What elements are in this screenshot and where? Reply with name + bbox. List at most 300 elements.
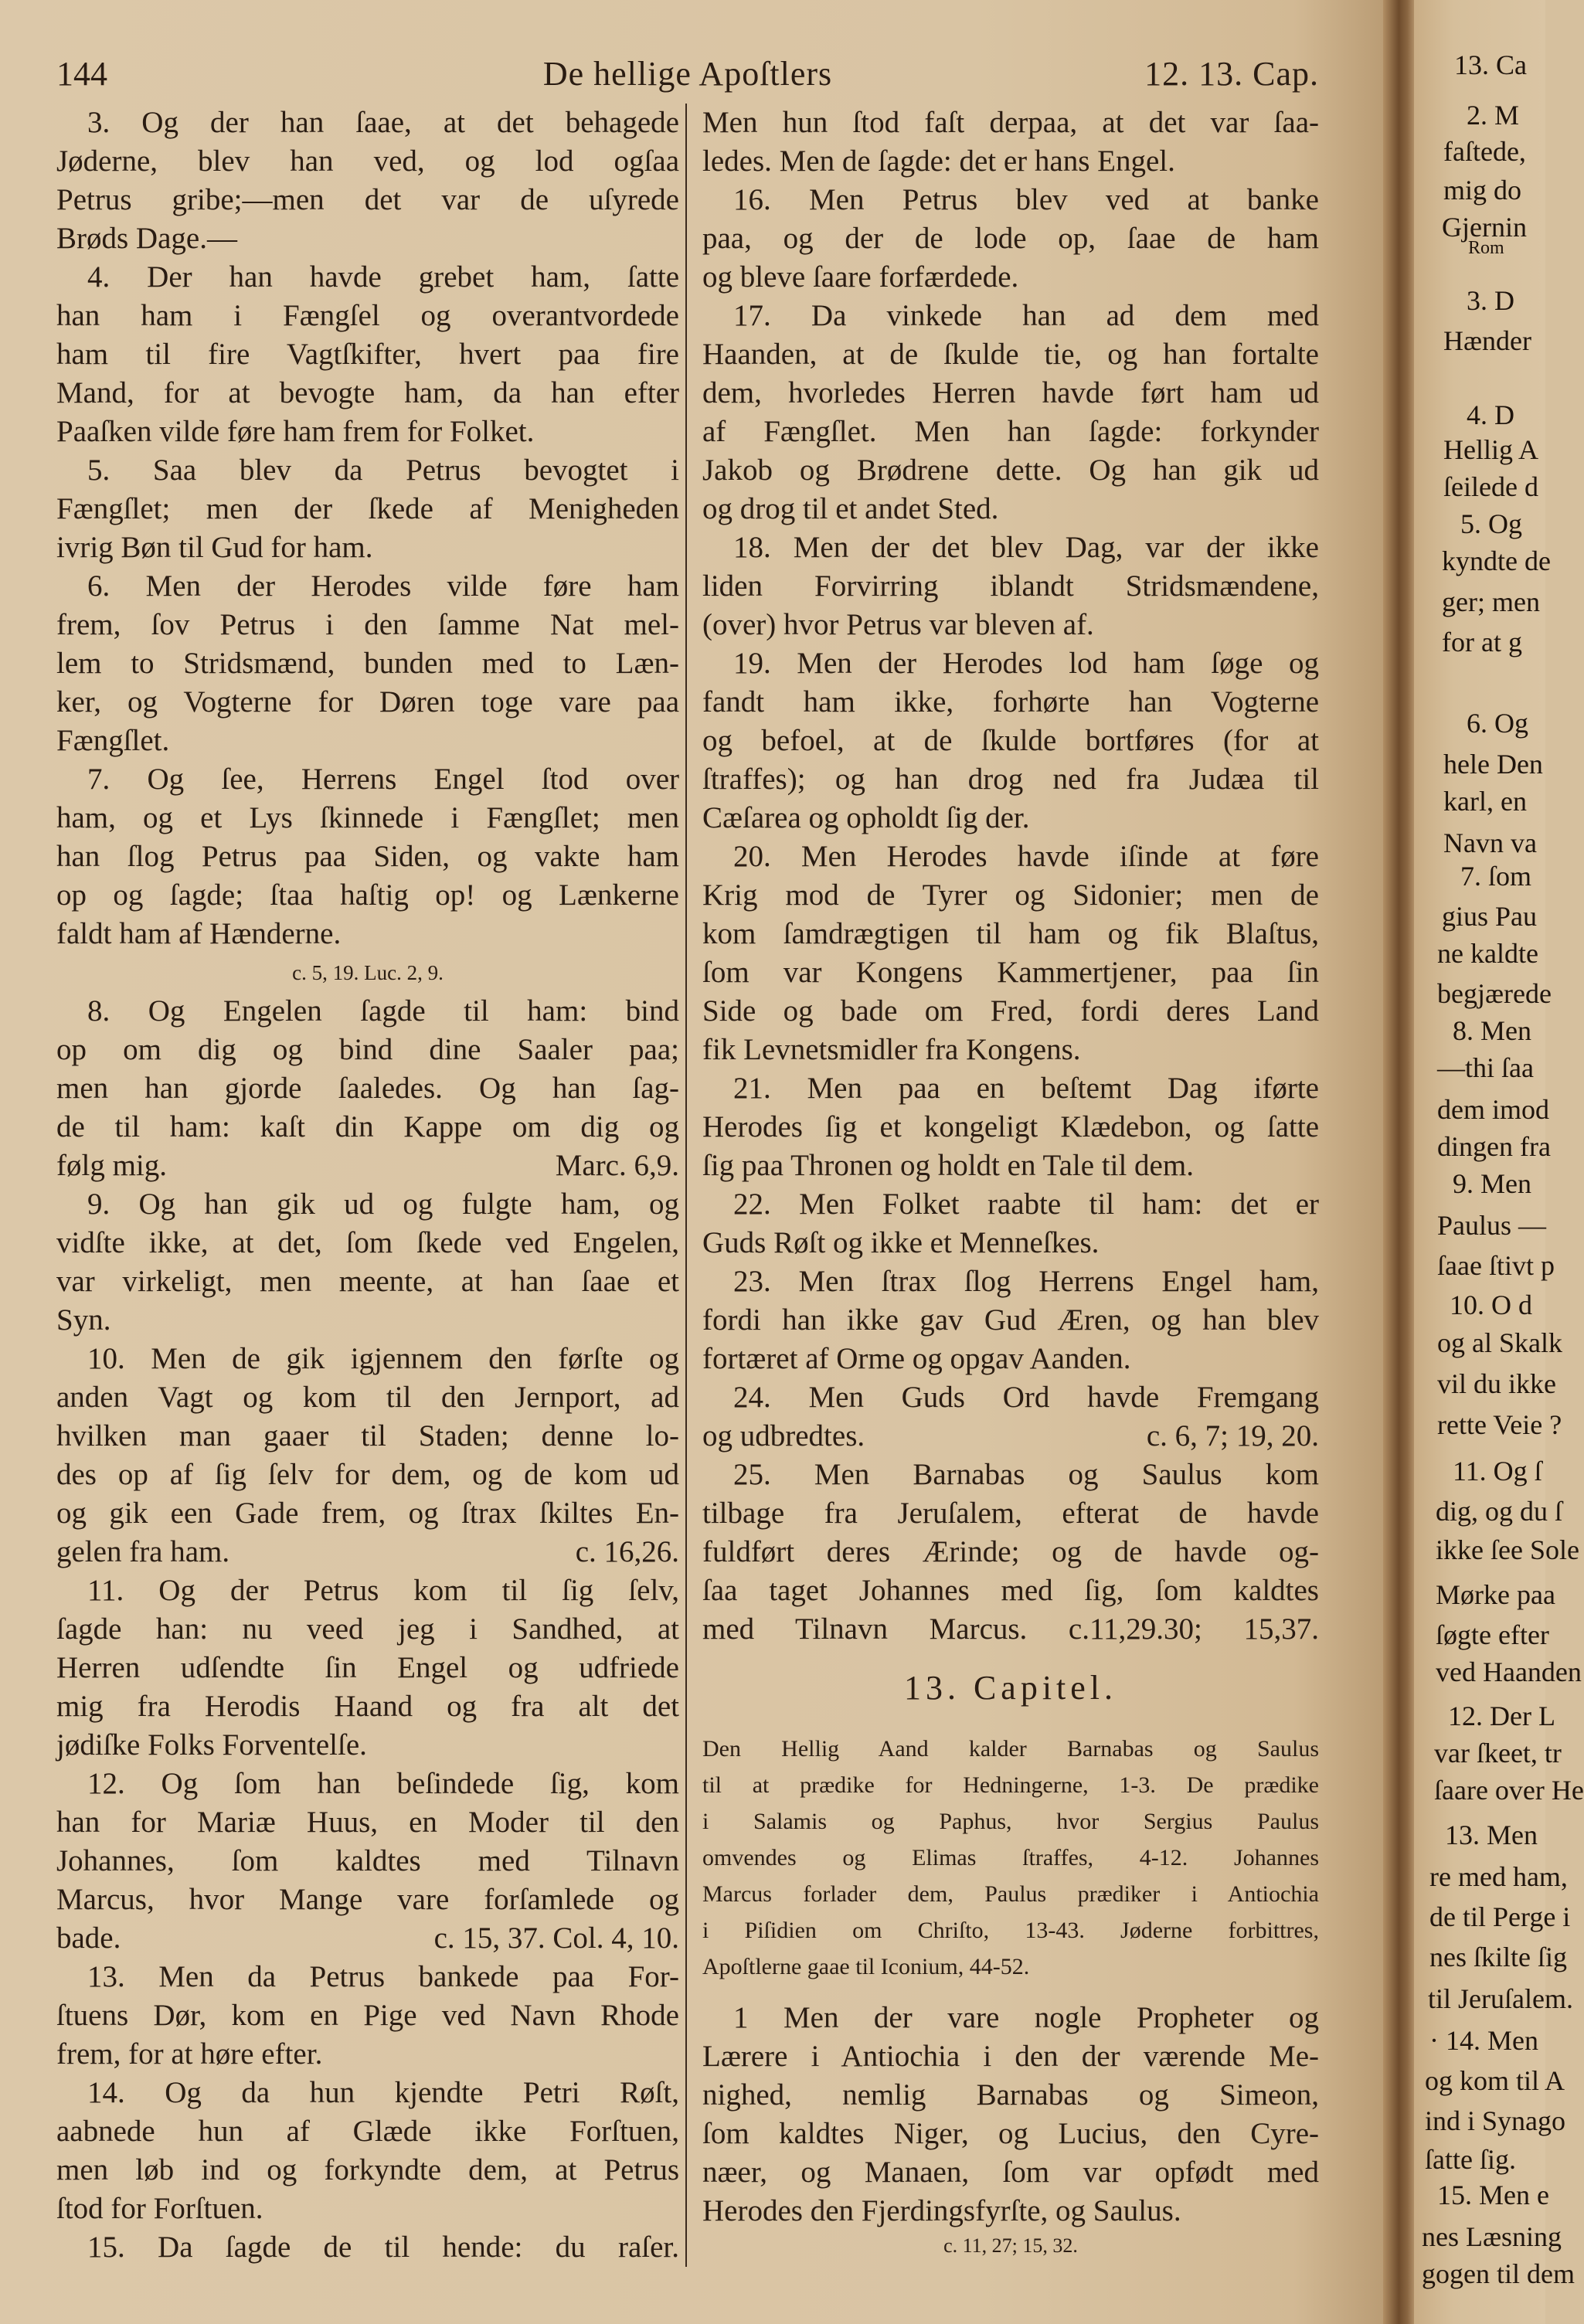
text-line	[702, 606, 1319, 644]
facing-page-text: 4. D	[1467, 399, 1514, 430]
text-line	[56, 1571, 679, 1610]
text-line	[56, 1224, 679, 1262]
text-line	[702, 528, 1319, 567]
line-text: ham, og et Lys ſkinnede i Fængſlet; men	[56, 801, 679, 834]
line-text: des op af ſig ſelv for dem, og de kom ud	[56, 1458, 679, 1491]
text-line	[702, 1417, 1319, 1456]
text-line	[56, 2074, 679, 2112]
facing-page-text: —thi ſaa	[1437, 1052, 1534, 1083]
line-text: ſaa taget Johannes med ſig, ſom kaldtes	[702, 1574, 1319, 1607]
line-text: nighed, nemlig Barnabas og Simeon,	[702, 2078, 1319, 2112]
line-text: og bleve ſaare forfærdede.	[702, 260, 1019, 294]
verse-paragraph	[702, 181, 1319, 297]
text-line	[702, 297, 1319, 335]
line-text: 9. Og han gik ud og fulgte ham, og	[87, 1187, 679, 1221]
facing-page-text: 9. Men	[1453, 1168, 1531, 1199]
verse-paragraph	[56, 451, 679, 567]
verse-paragraph	[56, 258, 679, 451]
text-line	[56, 644, 679, 683]
text-line	[56, 258, 679, 297]
text-line	[56, 1726, 679, 1765]
line-text: 8. Og Engelen ſagde til ham: bind	[87, 994, 679, 1028]
book-spine-gutter	[1383, 0, 1418, 2324]
text-line	[56, 1765, 679, 1803]
line-text: frem, ſov Petrus i den ſamme Nat mel-	[56, 608, 679, 641]
line-text: han ham i Fængſel og overantvordede	[56, 299, 679, 332]
text-line	[702, 1262, 1319, 1301]
line-text: tilbage fra Jeruſalem, efterat de havde	[702, 1497, 1319, 1530]
column-divider	[685, 104, 687, 2267]
line-text: aabnede hun af Glæde ikke Forſtuen,	[56, 2115, 679, 2148]
facing-page-text: dem imod	[1437, 1094, 1549, 1125]
facing-page-text: begjærede	[1437, 978, 1552, 1009]
text-line	[702, 2037, 1319, 2076]
text-line	[56, 876, 679, 915]
text-line	[56, 1958, 679, 1996]
line-text: omvendes og Elimas ſtraffes, 4-12. Johannes	[702, 1845, 1319, 1870]
text-line	[56, 683, 679, 722]
facing-page-text: for at g	[1442, 627, 1522, 657]
text-line	[702, 374, 1319, 413]
text-line	[702, 413, 1319, 451]
cross-reference: c. 16,26.	[575, 1535, 679, 1568]
line-text: ham til fire Vagtſkifter, hvert paa fire	[56, 338, 679, 371]
text-line	[56, 1881, 679, 1919]
line-text: vidſte ikke, at det, ſom ſkede ved Engelen,	[56, 1226, 679, 1259]
text-line	[56, 413, 679, 451]
line-text: 6. Men der Herodes vilde føre ham	[87, 569, 679, 603]
line-text: 24. Men Guds Ord havde Fremgang	[733, 1381, 1319, 1414]
facing-page-text: 3. D	[1467, 285, 1514, 316]
line-text: op og ſagde; ſtaa haſtig op! og Lænkerne	[56, 878, 679, 912]
line-text: 23. Men ſtrax ſlog Herrens Engel ham,	[733, 1265, 1319, 1298]
facing-page-text: 11. Og ſ	[1453, 1456, 1542, 1486]
facing-page-text: ger; men	[1442, 586, 1540, 617]
text-line	[702, 722, 1319, 760]
line-text: men løb ind og forkyndte dem, at Petrus	[56, 2153, 679, 2186]
line-text: og gik een Gade frem, og ſtrax ſkiltes En-	[56, 1497, 679, 1530]
facing-page-text: ſaare over He	[1434, 1775, 1584, 1806]
facing-page-text: Hænder	[1443, 325, 1531, 356]
line-text: Johannes, ſom kaldtes med Tilnavn	[56, 1844, 679, 1877]
line-text: op om dig og bind dine Saaler paa;	[56, 1033, 679, 1066]
text-line	[702, 142, 1319, 181]
facing-page-text: mig do	[1443, 175, 1522, 206]
text-line	[702, 1456, 1319, 1494]
line-text: ſom kaldtes Niger, og Lucius, den Cyre-	[702, 2117, 1319, 2150]
facing-page-text: nes ſkilte ſig	[1429, 1942, 1567, 1972]
facing-page-text: ikke ſee Sole	[1436, 1534, 1579, 1565]
verse-paragraph	[56, 992, 679, 1185]
text-line	[56, 2151, 679, 2190]
facing-page-text: ſatte ſig.	[1425, 2144, 1516, 2175]
cross-reference: c. 11, 27; 15, 32.	[943, 2234, 1078, 2257]
facing-page-text: Navn va	[1443, 827, 1537, 858]
facing-page-text: 7. ſom	[1460, 861, 1532, 892]
verse-paragraph	[56, 1571, 679, 1765]
line-text: fandt ham ikke, forhørte han Vogterne	[702, 685, 1319, 719]
facing-page-text: Gjernin	[1442, 212, 1527, 243]
text-line	[702, 1610, 1319, 1649]
line-text: faldt ham af Hænderne.	[56, 917, 342, 950]
text-line	[56, 374, 679, 413]
line-text: mig fra Herodis Haand og fra alt det	[56, 1690, 679, 1723]
verse-paragraph	[702, 104, 1319, 181]
text-line	[702, 2115, 1319, 2153]
verse-paragraph	[56, 2228, 679, 2267]
line-text: 11. Og der Petrus kom til ſig ſelv,	[87, 1574, 679, 1607]
verse-paragraph	[56, 1765, 679, 1958]
line-text: ker, og Vogterne for Døren toge vare paa	[56, 685, 679, 719]
line-text: i Salamis og Paphus, hvor Sergius Paulus	[702, 1809, 1319, 1834]
line-text: ledes. Men de ſagde: det er hans Engel.	[702, 144, 1175, 178]
text-line	[702, 915, 1319, 953]
line-text: 3. Og der han ſaae, at det behagede	[87, 106, 679, 139]
line-text: 1 Men der vare nogle Propheter og	[733, 2001, 1319, 2034]
text-line	[702, 1533, 1319, 1571]
verse-paragraph	[56, 567, 679, 760]
line-text: de til ham: kaſt din Kappe om dig og	[56, 1110, 679, 1143]
text-line	[56, 451, 679, 490]
line-text: 5. Saa blev da Petrus bevogtet i	[87, 454, 679, 487]
text-line	[702, 1803, 1319, 1840]
verse-paragraph	[702, 838, 1319, 1069]
text-line	[56, 1301, 679, 1340]
facing-page-text: hele Den	[1443, 749, 1543, 780]
text-line	[702, 953, 1319, 992]
text-line	[702, 181, 1319, 219]
text-line	[56, 1687, 679, 1726]
line-text: ſom var Kongens Kammertjener, paa ſin	[702, 956, 1319, 989]
line-text: Marcus forlader dem, Paulus prædiker i Antiochia	[702, 1881, 1319, 1907]
facing-page-text: ſaae ſtivt p	[1437, 1250, 1555, 1281]
facing-page-text: Hellig A	[1443, 434, 1538, 465]
facing-page-text: nes Læsning	[1422, 2221, 1562, 2252]
text-line	[702, 799, 1319, 838]
right-text-column	[702, 104, 1319, 2261]
text-line	[702, 2076, 1319, 2115]
facing-page-text: til Jeruſalem.	[1428, 1983, 1573, 2014]
text-line	[702, 1340, 1319, 1378]
text-line	[702, 1378, 1319, 1417]
text-line	[56, 1533, 679, 1571]
text-line	[56, 1610, 679, 1649]
line-text: ſagde han: nu veed jeg i Sandhed, at	[56, 1612, 679, 1646]
text-line	[56, 335, 679, 374]
facing-page-text: var ſkeet, tr	[1434, 1738, 1562, 1768]
text-line	[56, 567, 679, 606]
text-line	[56, 490, 679, 528]
text-line	[56, 1147, 679, 1185]
text-line	[702, 219, 1319, 258]
facing-page-text: ne kaldte	[1437, 938, 1538, 969]
facing-page-text: · 14. Men	[1429, 2025, 1538, 2056]
line-text: Side og bade om Fred, fordi deres Land	[702, 994, 1319, 1028]
line-text: jødiſke Folks Forventelſe.	[56, 1728, 367, 1762]
chapter-indicator: 12. 13. Cap.	[1144, 55, 1319, 93]
line-text: Men hun ſtod faſt derpaa, at det var ſaa-	[702, 106, 1319, 139]
line-text: ſtuens Dør, kom en Pige ved Navn Rhode	[56, 1999, 679, 2032]
facing-page-text: 8. Men	[1453, 1015, 1531, 1046]
text-line	[702, 838, 1319, 876]
facing-page-text: gius Pau	[1442, 901, 1538, 932]
line-text: næer, og Manaen, ſom var opfødt med	[702, 2156, 1319, 2189]
facing-page-text: 13. Ca	[1454, 49, 1527, 80]
text-line	[56, 104, 679, 142]
facing-page-text: dig, og du ſ	[1436, 1496, 1563, 1527]
line-text: af Fængſlet. Men han ſagde: forkynder	[702, 415, 1319, 448]
text-line	[56, 992, 679, 1031]
facing-page-text: faſtede,	[1443, 136, 1526, 167]
text-line	[56, 1262, 679, 1301]
verse-paragraph	[702, 297, 1319, 528]
text-line	[56, 1069, 679, 1108]
facing-page-text: 15. Men e	[1437, 2180, 1549, 2210]
text-line	[702, 2153, 1319, 2192]
text-line	[56, 722, 679, 760]
facing-page-text: og kom til A	[1425, 2065, 1565, 2096]
facing-page-text: Mørke paa	[1436, 1579, 1555, 1610]
line-text: Den Hellig Aand kalder Barnabas og Saulus	[702, 1736, 1319, 1762]
line-text: gelen fra ham.	[56, 1535, 230, 1568]
line-text: Fængſlet.	[56, 724, 170, 757]
line-text: Herren udſendte ſin Engel og udfriede	[56, 1651, 679, 1684]
facing-page-text: 13. Men	[1445, 1819, 1538, 1850]
text-line	[56, 1185, 679, 1224]
text-line	[702, 1301, 1319, 1340]
line-text: i Piſidien om Chriſto, 13-43. Jøderne forbittres,	[702, 1918, 1319, 1943]
text-line	[56, 1378, 679, 1417]
left-text-column	[56, 104, 679, 2267]
text-line	[56, 142, 679, 181]
line-text: dem, hvorledes Herren havde ført ham ud	[702, 376, 1319, 409]
text-line	[702, 1876, 1319, 1912]
line-text: Krig mod de Tyrer og Sidonier; men de	[702, 878, 1319, 912]
text-line	[702, 2192, 1319, 2231]
line-text: 20. Men Herodes havde iſinde at føre	[733, 840, 1319, 873]
line-text: Jøderne, blev han ved, og lod ogſaa	[56, 144, 679, 178]
line-text: 25. Men Barnabas og Saulus kom	[733, 1458, 1319, 1491]
line-text: 15. Da ſagde de til hende: du raſer.	[87, 2231, 679, 2264]
text-line	[56, 1340, 679, 1378]
text-line	[56, 1996, 679, 2035]
text-line	[702, 1224, 1319, 1262]
text-line	[56, 915, 679, 953]
line-text: paa, og der de lode op, ſaae de ham	[702, 222, 1319, 255]
line-text: 21. Men paa en beſtemt Dag iførte	[733, 1072, 1319, 1105]
line-text: og drog til et andet Sted.	[702, 492, 999, 525]
facing-page-text: ſøgte efter	[1436, 1619, 1549, 1650]
line-text: fortæret af Orme og opgav Aanden.	[702, 1342, 1131, 1375]
text-line	[702, 1767, 1319, 1803]
text-line	[702, 1912, 1319, 1949]
facing-page-text: og al Skalk	[1437, 1327, 1562, 1358]
running-header	[56, 53, 1319, 96]
text-line	[702, 876, 1319, 915]
facing-page-text: ved Haanden	[1436, 1656, 1582, 1687]
line-text: han ſlog Petrus paa Siden, og vakte ham	[56, 840, 679, 873]
line-text: med Tilnavn Marcus. c.11,29.30; 15,37.	[702, 1612, 1319, 1646]
text-line	[702, 992, 1319, 1031]
facing-page-text: 2. M	[1467, 100, 1520, 131]
line-text: Syn.	[56, 1303, 111, 1337]
text-line	[56, 1919, 679, 1958]
text-line	[702, 1147, 1319, 1185]
facing-page-text: ſeilede d	[1443, 471, 1538, 502]
line-text: bade.	[56, 1921, 121, 1955]
line-text: Cæſarea og opholdt ſig der.	[702, 801, 1030, 834]
line-text: (over) hvor Petrus var bleven af.	[702, 608, 1094, 641]
line-text: 7. Og ſee, Herrens Engel ſtod over	[87, 763, 679, 796]
page-number: 144	[56, 55, 107, 93]
line-text: fuldført deres Ærinde; og de havde og-	[702, 1535, 1319, 1568]
text-line	[702, 490, 1319, 528]
line-text: Marcus, hvor Mange vare forſamlede og	[56, 1883, 679, 1916]
text-line	[702, 1571, 1319, 1610]
line-text: ſtod for Forſtuen.	[56, 2192, 263, 2225]
facing-page-text: Paulus —	[1437, 1210, 1547, 1241]
line-text: 18. Men der det blev Dag, var der ikke	[733, 531, 1319, 564]
text-line	[702, 335, 1319, 374]
line-text: 22. Men Folket raabte til ham: det er	[733, 1187, 1319, 1221]
text-line	[702, 451, 1319, 490]
text-line	[56, 838, 679, 876]
facing-page-text: rette Veie ?	[1437, 1409, 1562, 1440]
text-line	[702, 1031, 1319, 1069]
facing-page-text: gogen til dem	[1422, 2258, 1575, 2289]
text-line	[56, 606, 679, 644]
text-line	[56, 1494, 679, 1533]
verse-paragraph	[702, 1185, 1319, 1262]
text-line	[702, 104, 1319, 142]
verse-paragraph	[702, 1378, 1319, 1456]
line-text: han for Mariæ Huus, en Moder til den	[56, 1806, 679, 1839]
verse-paragraph	[702, 644, 1319, 838]
text-line	[56, 181, 679, 219]
line-text: 17. Da vinkede han ad dem med	[733, 299, 1319, 332]
cross-reference: c. 6, 7; 19, 20.	[1146, 1419, 1319, 1452]
text-line	[56, 1803, 679, 1842]
text-line	[56, 1649, 679, 1687]
cross-reference: c. 5, 19. Luc. 2, 9.	[292, 961, 444, 984]
text-line	[702, 567, 1319, 606]
verse-paragraph	[56, 1340, 679, 1571]
line-text: liden Forvirring iblandt Stridsmændene,	[702, 569, 1319, 603]
chapter-heading: 13. Capitel.	[903, 1669, 1118, 1707]
line-text: fik Levnetsmidler fra Kongens.	[702, 1033, 1081, 1066]
line-text: Paaſken vilde føre ham frem for Folket.	[56, 415, 535, 448]
text-line	[56, 297, 679, 335]
text-line	[702, 760, 1319, 799]
cross-reference: Marc. 6,9.	[555, 1149, 679, 1182]
line-text: til at prædike for Hedningerne, 1-3. De prædike	[702, 1772, 1319, 1798]
text-line	[56, 1456, 679, 1494]
line-text: Haanden, at de ſkulde tie, og han fortalte	[702, 338, 1319, 371]
verse-paragraph	[56, 2074, 679, 2228]
text-line	[702, 1840, 1319, 1876]
line-text: 4. Der han havde grebet ham, ſatte	[87, 260, 679, 294]
text-line	[702, 1185, 1319, 1224]
text-line	[702, 1494, 1319, 1533]
line-text: Mand, for at bevogte ham, da han efter	[56, 376, 679, 409]
text-line	[56, 1417, 679, 1456]
line-text: ſig paa Thronen og holdt en Tale til dem.	[702, 1149, 1194, 1182]
text-line	[702, 1999, 1319, 2037]
verse-paragraph	[702, 1456, 1319, 1649]
text-line	[702, 683, 1319, 722]
line-text: Herodes ſig et kongeligt Klædebon, og ſatte	[702, 1110, 1319, 1143]
facing-page-text: dingen fra	[1437, 1131, 1551, 1162]
line-text: og udbredtes.	[702, 1419, 865, 1452]
text-line	[702, 1731, 1319, 1767]
facing-page-fragment	[1414, 0, 1584, 2324]
facing-page-text: karl, en	[1443, 786, 1527, 817]
line-text: fordi han ikke gav Gud Æren, og han blev	[702, 1303, 1319, 1337]
line-text: frem, for at høre efter.	[56, 2037, 323, 2071]
line-text: lem to Stridsmænd, bunden med to Læn-	[56, 647, 679, 680]
text-line	[702, 258, 1319, 297]
verse-paragraph	[702, 1999, 1319, 2231]
text-line	[702, 644, 1319, 683]
cross-reference: c. 15, 37. Col. 4, 10.	[433, 1921, 679, 1955]
facing-page-text: kyndte de	[1442, 545, 1551, 576]
text-line	[702, 1069, 1319, 1108]
text-line	[702, 1108, 1319, 1147]
line-text: 16. Men Petrus blev ved at banke	[733, 183, 1319, 216]
line-text: Jakob og Brødrene dette. Og han gik ud	[702, 454, 1319, 487]
line-text: ſtraffes); og han drog ned fra Judæa til	[702, 763, 1319, 796]
facing-page-text: Rom	[1468, 238, 1504, 258]
line-text: Petrus gribe;—men det var de uſyrede	[56, 183, 679, 216]
verse-paragraph	[56, 104, 679, 258]
verse-paragraph	[56, 1958, 679, 2074]
text-line	[56, 1108, 679, 1147]
text-line	[56, 2035, 679, 2074]
verse-paragraph	[56, 1185, 679, 1340]
line-text: følg mig.	[56, 1149, 167, 1182]
text-line	[56, 219, 679, 258]
verse-paragraph	[56, 760, 679, 953]
running-title: De hellige Apoſtlers	[542, 55, 833, 93]
text-line	[56, 760, 679, 799]
facing-page-text: 10. O d	[1450, 1289, 1532, 1320]
line-text: Brøds Dage.—	[56, 222, 237, 255]
line-text: var virkeligt, men meente, at han ſaae et	[56, 1265, 679, 1298]
line-text: Apoſtlerne gaae til Iconium, 44-52.	[702, 1954, 1030, 1979]
line-text: Fængſlet; men der ſkede af Menigheden	[56, 492, 679, 525]
line-text: hvilken man gaaer til Staden; denne lo-	[56, 1419, 679, 1452]
line-text: 12. Og ſom han beſindede ſig, kom	[87, 1767, 679, 1800]
line-text: kom ſamdrægtigen til ham og fik Blaſtus,	[702, 917, 1319, 950]
verse-paragraph	[702, 1069, 1319, 1185]
line-text: Herodes den Fjerdingsfyrſte, og Saulus.	[702, 2194, 1181, 2227]
line-text: Guds Røſt og ikke et Menneſkes.	[702, 1226, 1100, 1259]
text-line	[56, 2112, 679, 2151]
text-line	[702, 1949, 1319, 1985]
text-line	[56, 1842, 679, 1881]
facing-page-text: ind i Synago	[1425, 2105, 1566, 2136]
line-text: 19. Men der Herodes lod ham ſøge og	[733, 647, 1319, 680]
text-line	[56, 2228, 679, 2267]
line-text: og befoel, at de ſkulde bortføres (for at	[702, 724, 1319, 757]
text-line	[56, 799, 679, 838]
line-text: men han gjorde ſaaledes. Og han ſag-	[56, 1072, 679, 1105]
line-text: anden Vagt og kom til den Jernport, ad	[56, 1381, 679, 1414]
line-text: ivrig Bøn til Gud for ham.	[56, 531, 373, 564]
facing-page-text: 6. Og	[1467, 708, 1528, 739]
line-text: Lærere i Antiochia i den der værende Me-	[702, 2040, 1319, 2073]
verse-paragraph	[702, 1262, 1319, 1378]
